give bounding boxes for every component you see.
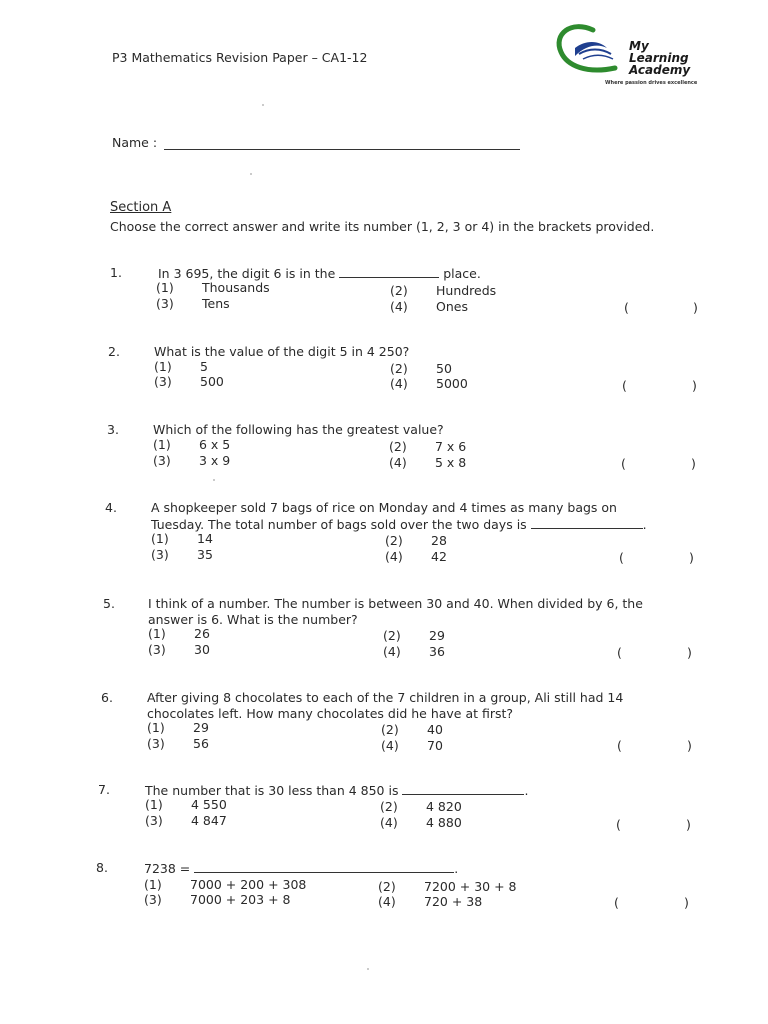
- option-1: (1) Thousands: [156, 280, 270, 295]
- option-2: (2) 7 x 6: [389, 439, 467, 454]
- option-3: (3) 56: [147, 736, 209, 751]
- option-1: (1) 4 550: [145, 797, 227, 812]
- option-3: (3) 7000 + 203 + 8: [144, 892, 291, 907]
- logo-line-2: Learning: [629, 51, 689, 65]
- answer-bracket-open: (: [617, 738, 622, 753]
- question-text: What is the value of the digit 5 in 4 250?: [154, 344, 410, 359]
- question-number: 6.: [101, 690, 113, 705]
- question-text: After giving 8 chocolates to each of the 7 children in a group, Ali still had 14 chocolates left. How many chocolates did he have at first?: [147, 690, 624, 721]
- option-2: (2) 7200 + 30 + 8: [378, 879, 517, 894]
- option-3: (3) Tens: [156, 296, 230, 311]
- option-4: (4) 36: [383, 644, 445, 659]
- question-text: Which of the following has the greatest value?: [153, 422, 444, 437]
- option-2: (2) 4 820: [380, 799, 462, 814]
- section-instructions: Choose the correct answer and write its number (1, 2, 3 or 4) in the brackets provided.: [110, 219, 655, 234]
- answer-bracket-open: (: [619, 550, 624, 565]
- answer-bracket-open: (: [614, 895, 619, 910]
- question-text: In 3 695, the digit 6 is in the place.: [158, 266, 481, 281]
- option-4: (4) 70: [381, 738, 443, 753]
- answer-bracket-open: (: [616, 817, 621, 832]
- option-4: (4) 720 + 38: [378, 894, 483, 909]
- logo-swoosh-icon: [553, 22, 633, 82]
- option-4: (4) 4 880: [380, 815, 462, 830]
- question-number: 7.: [98, 782, 110, 797]
- answer-blank: [531, 516, 643, 529]
- option-2: (2) 29: [383, 628, 445, 643]
- question-text: I think of a number. The number is between 30 and 40. When divided by 6, the answer is 6. What is the number?: [148, 596, 643, 627]
- question-text: The number that is 30 less than 4 850 is .: [145, 783, 529, 798]
- logo-tagline: Where passion drives excellence: [605, 80, 698, 86]
- option-2: (2) 28: [385, 533, 447, 548]
- paper-title: P3 Mathematics Revision Paper – CA1-12: [112, 50, 368, 65]
- option-4: (4) 5000: [390, 376, 468, 391]
- option-3: (3) 3 x 9: [153, 453, 231, 468]
- option-1: (1) 26: [148, 626, 210, 641]
- logo-line-1: My: [629, 39, 649, 53]
- option-1: (1) 6 x 5: [153, 437, 231, 452]
- option-3: (3) 35: [151, 547, 213, 562]
- option-2: (2) Hundreds: [390, 283, 497, 298]
- option-2: (2) 50: [390, 361, 452, 376]
- answer-bracket-close: ): [684, 895, 689, 910]
- answer-blank: [402, 782, 524, 795]
- answer-bracket-open: (: [624, 300, 629, 315]
- name-field[interactable]: [164, 149, 520, 150]
- question-number: 8.: [96, 860, 108, 875]
- answer-bracket-close: ): [692, 378, 697, 393]
- name-label: Name :: [112, 135, 158, 150]
- scan-speck: [262, 104, 264, 106]
- academy-logo: [553, 22, 733, 92]
- answer-bracket-close: ): [686, 817, 691, 832]
- question-number: 5.: [103, 596, 115, 611]
- section-title: Section A: [110, 200, 172, 215]
- answer-bracket-close: ): [689, 550, 694, 565]
- answer-bracket-open: (: [617, 645, 622, 660]
- answer-blank: [194, 860, 454, 873]
- option-1: (1) 7000 + 200 + 308: [144, 877, 307, 892]
- option-2: (2) 40: [381, 722, 443, 737]
- option-3: (3) 4 847: [145, 813, 227, 828]
- answer-bracket-close: ): [687, 738, 692, 753]
- option-4: (4) Ones: [390, 299, 468, 314]
- option-1: (1) 14: [151, 531, 213, 546]
- question-number: 1.: [110, 265, 122, 280]
- option-3: (3) 500: [154, 374, 224, 389]
- logo-line-3: Academy: [629, 63, 691, 77]
- scan-speck: [367, 968, 369, 970]
- option-4: (4) 5 x 8: [389, 455, 467, 470]
- question-text: A shopkeeper sold 7 bags of rice on Monday and 4 times as many bags on Tuesday. The total number of bags sold over the two days is .: [151, 500, 647, 532]
- name-row: [112, 135, 532, 150]
- answer-blank: [339, 265, 439, 278]
- scan-speck: [250, 173, 252, 175]
- option-1: (1) 29: [147, 720, 209, 735]
- answer-bracket-close: ): [687, 645, 692, 660]
- answer-bracket-close: ): [693, 300, 698, 315]
- scan-speck: [213, 479, 215, 481]
- question-number: 3.: [107, 422, 119, 437]
- option-3: (3) 30: [148, 642, 210, 657]
- question-number: 2.: [108, 344, 120, 359]
- option-4: (4) 42: [385, 549, 447, 564]
- option-1: (1) 5: [154, 359, 208, 374]
- answer-bracket-close: ): [691, 456, 696, 471]
- question-text: 7238 = .: [144, 861, 459, 876]
- answer-bracket-open: (: [621, 456, 626, 471]
- answer-bracket-open: (: [622, 378, 627, 393]
- question-number: 4.: [105, 500, 117, 515]
